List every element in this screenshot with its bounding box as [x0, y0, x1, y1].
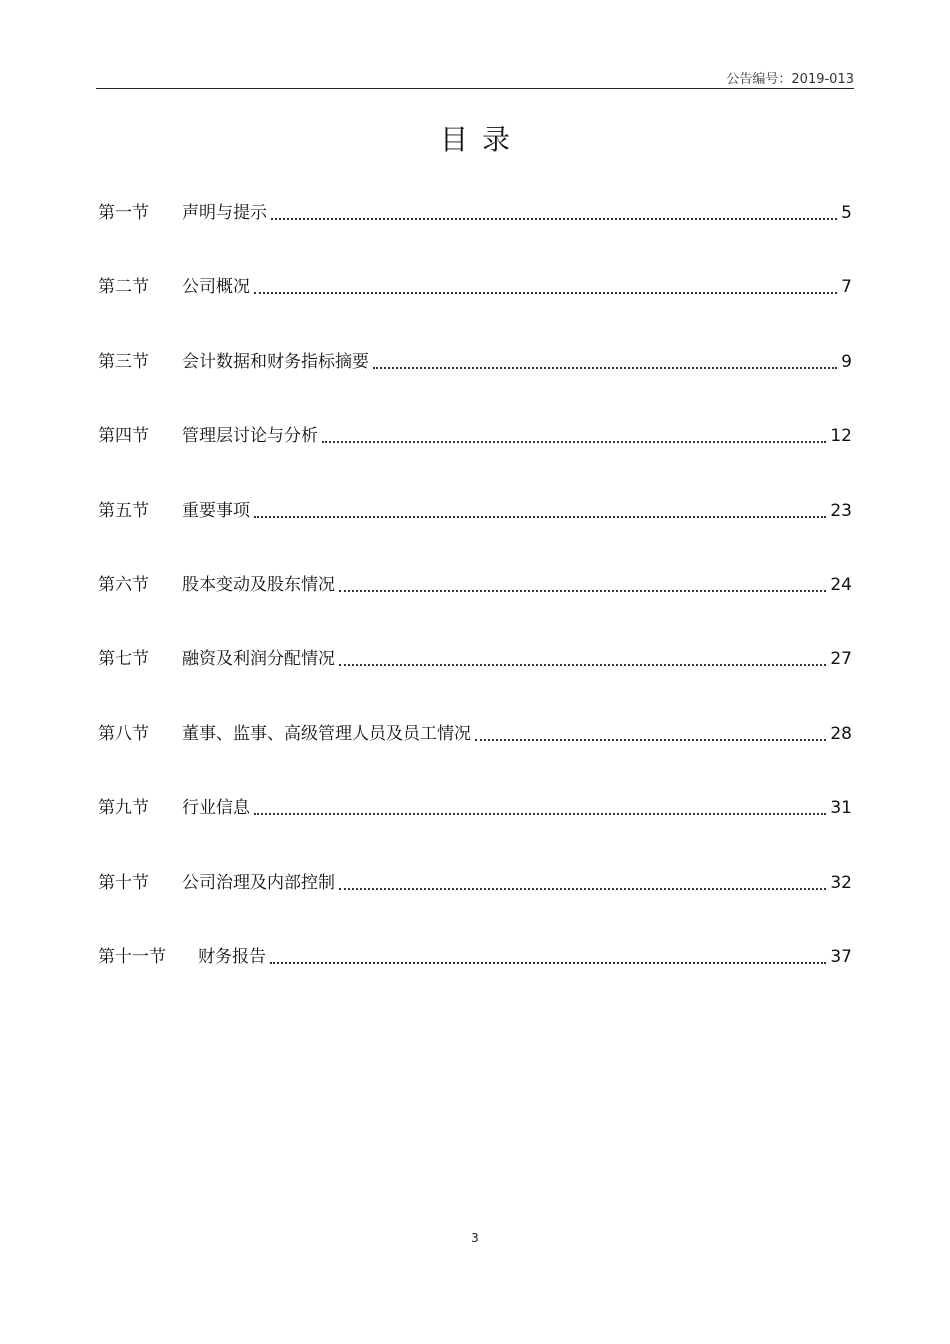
toc-section-number: 第五节: [98, 500, 149, 521]
toc-dot-leader: [373, 349, 837, 369]
toc-page-number: 24: [830, 574, 852, 595]
toc-dot-leader: [339, 572, 826, 592]
toc-entry-4[interactable]: [98, 423, 852, 497]
toc-section-title: 财务报告: [198, 946, 266, 967]
toc-page-number: 27: [830, 649, 852, 670]
toc-section-title: 公司治理及内部控制: [182, 872, 335, 893]
toc-section-title: 融资及利润分配情况: [182, 649, 335, 670]
toc-entry-1[interactable]: [98, 200, 852, 274]
toc-section-title: 重要事项: [182, 500, 250, 521]
toc-dot-leader: [475, 721, 826, 741]
toc-entry-7[interactable]: [98, 646, 852, 720]
toc-page-number: 37: [830, 946, 852, 967]
toc-page-number: 7: [841, 277, 852, 298]
announcement-number: 公告编号：2019-013: [726, 72, 854, 87]
toc-entry-8[interactable]: [98, 721, 852, 795]
toc-section-title: 会计数据和财务指标摘要: [182, 351, 369, 372]
table-of-contents: [98, 200, 852, 1018]
toc-page-number: 32: [830, 872, 852, 893]
toc-section-number: 第一节: [98, 203, 149, 223]
toc-dot-leader: [254, 498, 826, 518]
toc-section-title: 股本变动及股东情况: [182, 574, 335, 595]
toc-section-title: 声明与提示: [182, 203, 267, 223]
toc-dot-leader: [339, 870, 826, 890]
toc-section-title: 公司概况: [182, 277, 250, 298]
header-divider: [96, 88, 854, 89]
toc-page-number: 23: [830, 500, 852, 521]
toc-section-title: 管理层讨论与分析: [182, 426, 318, 447]
toc-page-number: 31: [830, 798, 852, 819]
toc-section-title: 董事、监事、高级管理人员及员工情况: [182, 723, 471, 744]
toc-dot-leader: [254, 274, 837, 294]
toc-page-number: 28: [830, 723, 852, 744]
toc-page-number: 12: [830, 426, 852, 447]
toc-section-number: 第七节: [98, 649, 149, 670]
toc-entry-6[interactable]: [98, 572, 852, 646]
toc-dot-leader: [339, 646, 826, 666]
toc-section-number: 第九节: [98, 798, 149, 819]
toc-dot-leader: [271, 200, 837, 220]
toc-entry-11[interactable]: [98, 944, 852, 1018]
toc-entry-3[interactable]: [98, 349, 852, 423]
toc-section-number: 第六节: [98, 574, 149, 595]
toc-page-number: 9: [841, 351, 852, 372]
toc-section-number: 第三节: [98, 351, 149, 372]
page-number: 3: [471, 1231, 479, 1245]
toc-section-number: 第十节: [98, 872, 149, 893]
toc-entry-9[interactable]: [98, 795, 852, 869]
toc-section-number: 第十一节: [98, 946, 166, 967]
toc-dot-leader: [270, 944, 826, 964]
toc-section-title: 行业信息: [182, 798, 250, 819]
toc-page-number: 5: [841, 203, 852, 223]
toc-entry-2[interactable]: [98, 274, 852, 348]
toc-section-number: 第二节: [98, 277, 149, 298]
toc-entry-10[interactable]: [98, 870, 852, 944]
page-title: 目录: [439, 123, 524, 156]
toc-dot-leader: [254, 795, 826, 815]
toc-section-number: 第四节: [98, 426, 149, 447]
toc-section-number: 第八节: [98, 723, 149, 744]
toc-entry-5[interactable]: [98, 498, 852, 572]
toc-dot-leader: [322, 423, 826, 443]
